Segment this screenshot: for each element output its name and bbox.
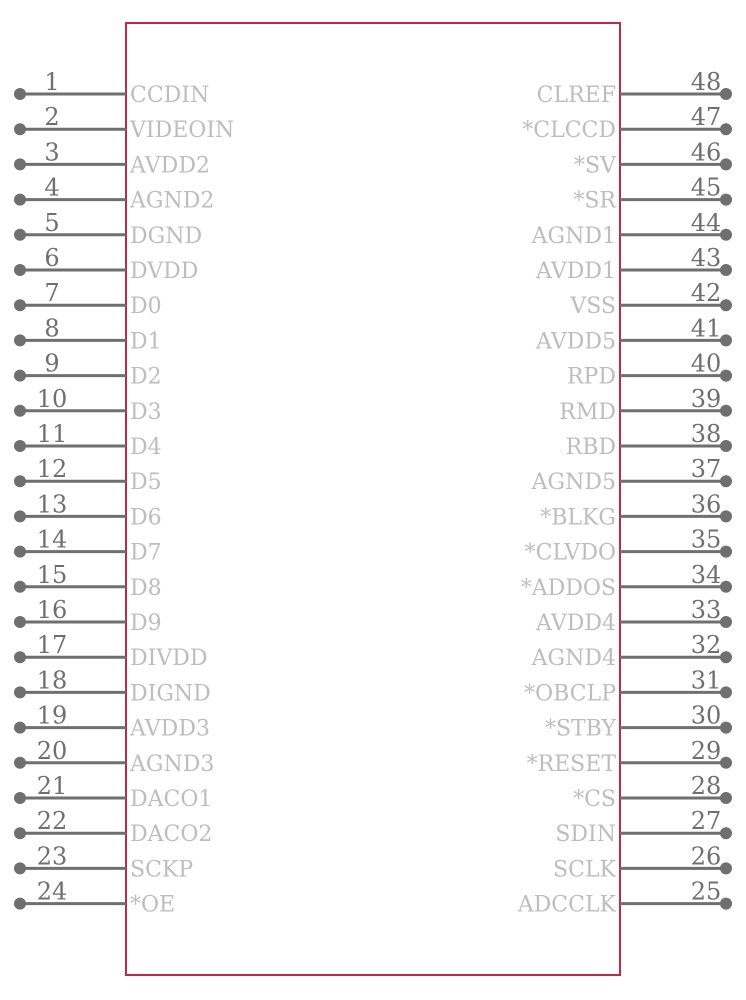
pin-number: 18 [36, 666, 68, 695]
pin-name: RMD [559, 399, 616, 425]
pin-number: 2 [44, 103, 60, 132]
pin-number: 28 [690, 772, 722, 800]
pin-terminal-dot [720, 405, 732, 417]
pin-number: 27 [690, 807, 722, 836]
pin-terminal-dot [14, 616, 26, 628]
pin-name: D0 [130, 294, 162, 320]
pin-name: *ADDOS [520, 575, 616, 601]
pin-name: AVDD3 [130, 716, 210, 742]
pin-number: 31 [690, 666, 722, 695]
pin-number: 48 [690, 68, 722, 96]
pin-40 [567, 350, 732, 390]
pin-name: AVDD5 [536, 329, 616, 355]
pin-29 [527, 737, 732, 777]
pin-number: 34 [690, 560, 722, 589]
pin-33 [535, 596, 732, 636]
pin-number: 5 [44, 208, 60, 237]
pin-name: DGND [130, 223, 203, 249]
pin-terminal-dot [720, 88, 732, 100]
pin-terminal-dot [14, 299, 26, 311]
pin-terminal-dot [14, 475, 26, 487]
pin-41 [535, 314, 732, 354]
pin-name: D6 [130, 505, 162, 531]
pin-number: 29 [690, 736, 722, 765]
pin-name: SCKP [130, 857, 194, 883]
pin-terminal-dot [720, 546, 732, 558]
right-pin-group [517, 68, 732, 918]
pin-number: 9 [44, 349, 60, 378]
pin-terminal-dot [14, 792, 26, 804]
pin-name: AGND4 [531, 646, 616, 672]
pin-name: *OBCLP [524, 681, 616, 707]
pin-number: 20 [36, 736, 68, 765]
pin-6 [14, 244, 198, 284]
pin-terminal-dot [720, 792, 732, 804]
pin-number: 4 [44, 173, 60, 202]
pin-name: *CLVDO [524, 540, 616, 566]
pin-terminal-dot [720, 264, 732, 276]
pin-name: SDIN [555, 822, 616, 848]
pin-number: 13 [36, 490, 68, 519]
pin-number: 12 [36, 455, 68, 484]
pin-46 [574, 138, 732, 178]
pin-terminal-dot [720, 158, 732, 170]
pin-name: AGND5 [531, 470, 616, 496]
pin-name: *OE [130, 892, 176, 918]
pin-number: 42 [690, 279, 722, 308]
pin-name: VIDEOIN [130, 118, 235, 144]
pin-number: 46 [690, 138, 722, 167]
pin-name: RPD [566, 364, 616, 390]
pin-number: 35 [690, 525, 722, 554]
pin-terminal-dot [14, 405, 26, 417]
pin-terminal-dot [720, 334, 732, 346]
pin-27 [555, 807, 732, 847]
pin-terminal-dot [14, 651, 26, 663]
pin-terminal-dot [720, 686, 732, 698]
pin-number: 36 [690, 490, 722, 519]
pin-19 [14, 702, 210, 742]
pin-number: 10 [36, 384, 68, 413]
pin-39 [559, 385, 732, 425]
pin-name: DIGND [130, 681, 211, 707]
pin-45 [573, 174, 732, 214]
pin-5 [14, 209, 202, 249]
pin-28 [573, 772, 732, 812]
pin-terminal-dot [720, 299, 732, 311]
pin-name: DVDD [130, 259, 199, 284]
pin-terminal-dot [720, 862, 732, 874]
pin-number: 37 [690, 455, 722, 484]
pin-14 [14, 526, 162, 566]
pin-terminal-dot [720, 475, 732, 487]
pin-number: 21 [36, 772, 68, 800]
pin-36 [540, 490, 732, 530]
pin-terminal-dot [720, 440, 732, 452]
pin-number: 11 [36, 420, 68, 448]
pin-terminal-dot [14, 757, 26, 769]
pin-number: 43 [690, 244, 722, 272]
pin-3 [14, 138, 210, 178]
pin-30 [545, 702, 732, 742]
pin-name: AVDD4 [536, 611, 616, 636]
pin-name: *RESET [526, 751, 616, 777]
pin-number: 23 [36, 842, 68, 871]
pin-44 [531, 209, 732, 249]
pin-name: DACO1 [130, 787, 213, 812]
pin-terminal-dot [14, 334, 26, 346]
pin-terminal-dot [720, 898, 732, 910]
pin-name: DACO2 [130, 822, 213, 848]
pin-terminal-dot [14, 440, 26, 452]
pin-42 [569, 279, 732, 319]
pin-34 [521, 561, 732, 601]
pin-name: D7 [130, 540, 162, 566]
pin-number: 39 [690, 384, 722, 413]
pin-name: D2 [130, 364, 162, 390]
pin-name: *CS [573, 787, 616, 812]
pin-number: 26 [690, 842, 722, 871]
pin-number: 25 [690, 877, 722, 906]
pin-terminal-dot [14, 370, 26, 382]
pin-number: 38 [690, 420, 722, 448]
pin-22 [14, 807, 212, 847]
pin-number: 17 [36, 631, 68, 660]
pin-terminal-dot [14, 264, 26, 276]
pin-13 [14, 490, 162, 530]
pin-name: *STBY [544, 716, 616, 742]
pin-9 [14, 350, 162, 390]
pin-terminal-dot [14, 722, 26, 734]
pin-number: 8 [44, 314, 60, 343]
pin-terminal-dot [720, 581, 732, 593]
pin-terminal-dot [720, 616, 732, 628]
pin-20 [14, 737, 214, 777]
pin-name: *SV [574, 153, 616, 179]
pin-terminal-dot [14, 510, 26, 522]
pin-terminal-dot [14, 546, 26, 558]
pin-4 [14, 174, 214, 214]
left-pin-group [14, 68, 234, 918]
pin-name: D1 [130, 329, 162, 355]
pin-number: 22 [36, 807, 68, 836]
pin-terminal-dot [720, 370, 732, 382]
pin-number: 32 [690, 631, 722, 660]
pin-name: CCDIN [130, 83, 210, 108]
pin-47 [522, 103, 732, 143]
pin-24 [14, 878, 175, 918]
pin-terminal-dot [720, 651, 732, 663]
pin-terminal-dot [14, 158, 26, 170]
pin-terminal-dot [14, 123, 26, 135]
pin-7 [14, 279, 162, 319]
pin-name: AVDD2 [130, 153, 210, 179]
pin-number: 47 [690, 103, 722, 132]
pin-number: 41 [690, 314, 722, 343]
pin-terminal-dot [720, 722, 732, 734]
pin-number: 24 [36, 877, 68, 906]
pin-11 [14, 420, 162, 460]
pin-name: AVDD1 [536, 259, 616, 284]
pin-name: D8 [130, 575, 162, 601]
pin-35 [525, 526, 732, 566]
pin-number: 44 [690, 208, 722, 237]
pin-31 [524, 666, 732, 706]
pin-2 [14, 103, 234, 143]
pin-name: AGND3 [130, 751, 215, 777]
pin-17 [14, 631, 208, 671]
pin-number: 6 [44, 244, 60, 272]
pin-number: 19 [36, 701, 68, 730]
pin-1 [14, 68, 209, 108]
pin-23 [14, 842, 193, 882]
pin-8 [14, 314, 162, 354]
pin-name: D9 [130, 611, 162, 636]
pin-terminal-dot [14, 686, 26, 698]
pin-terminal-dot [720, 827, 732, 839]
pin-37 [531, 455, 732, 495]
pin-43 [535, 244, 732, 284]
pin-terminal-dot [14, 827, 26, 839]
pin-name: D3 [130, 399, 162, 425]
pin-name: DIVDD [130, 646, 208, 672]
pin-number: 16 [36, 596, 68, 624]
pin-32 [531, 631, 732, 671]
pin-terminal-dot [14, 229, 26, 241]
pin-name: D4 [130, 435, 162, 460]
pin-number: 30 [690, 701, 722, 730]
pin-21 [14, 772, 212, 812]
pin-terminal-dot [720, 123, 732, 135]
pin-terminal-dot [14, 194, 26, 206]
pin-terminal-dot [720, 229, 732, 241]
pin-name: CLREF [536, 83, 616, 108]
pin-terminal-dot [720, 194, 732, 206]
pin-terminal-dot [14, 862, 26, 874]
pin-terminal-dot [14, 88, 26, 100]
pin-name: AGND1 [531, 223, 616, 249]
pin-number: 14 [36, 525, 68, 554]
pin-terminal-dot [720, 510, 732, 522]
pin-16 [14, 596, 162, 636]
pin-name: D5 [130, 470, 162, 496]
pin-number: 1 [44, 68, 60, 96]
pin-name: AGND2 [130, 188, 215, 214]
pin-name: *BLKG [540, 505, 616, 531]
pin-25 [517, 878, 732, 918]
pin-name: VSS [570, 294, 616, 320]
pin-number: 40 [690, 349, 722, 378]
pin-number: 15 [36, 560, 68, 589]
pin-15 [14, 561, 162, 601]
pin-name: *SR [573, 188, 616, 214]
pin-name: ADCCLK [517, 892, 616, 918]
pin-48 [537, 68, 732, 108]
pin-38 [566, 420, 732, 460]
pin-18 [14, 666, 211, 706]
pin-name: *CLCCD [522, 118, 616, 144]
pin-number: 33 [690, 596, 722, 624]
pin-number: 3 [44, 138, 60, 167]
pin-10 [14, 385, 162, 425]
pin-12 [14, 455, 162, 495]
pin-number: 7 [44, 279, 60, 308]
pin-number: 45 [690, 173, 722, 202]
pin-terminal-dot [14, 581, 26, 593]
pin-terminal-dot [720, 757, 732, 769]
pin-name: SCLK [553, 857, 616, 883]
pin-26 [553, 842, 732, 882]
pin-name: RBD [565, 435, 616, 460]
pin-terminal-dot [14, 898, 26, 910]
